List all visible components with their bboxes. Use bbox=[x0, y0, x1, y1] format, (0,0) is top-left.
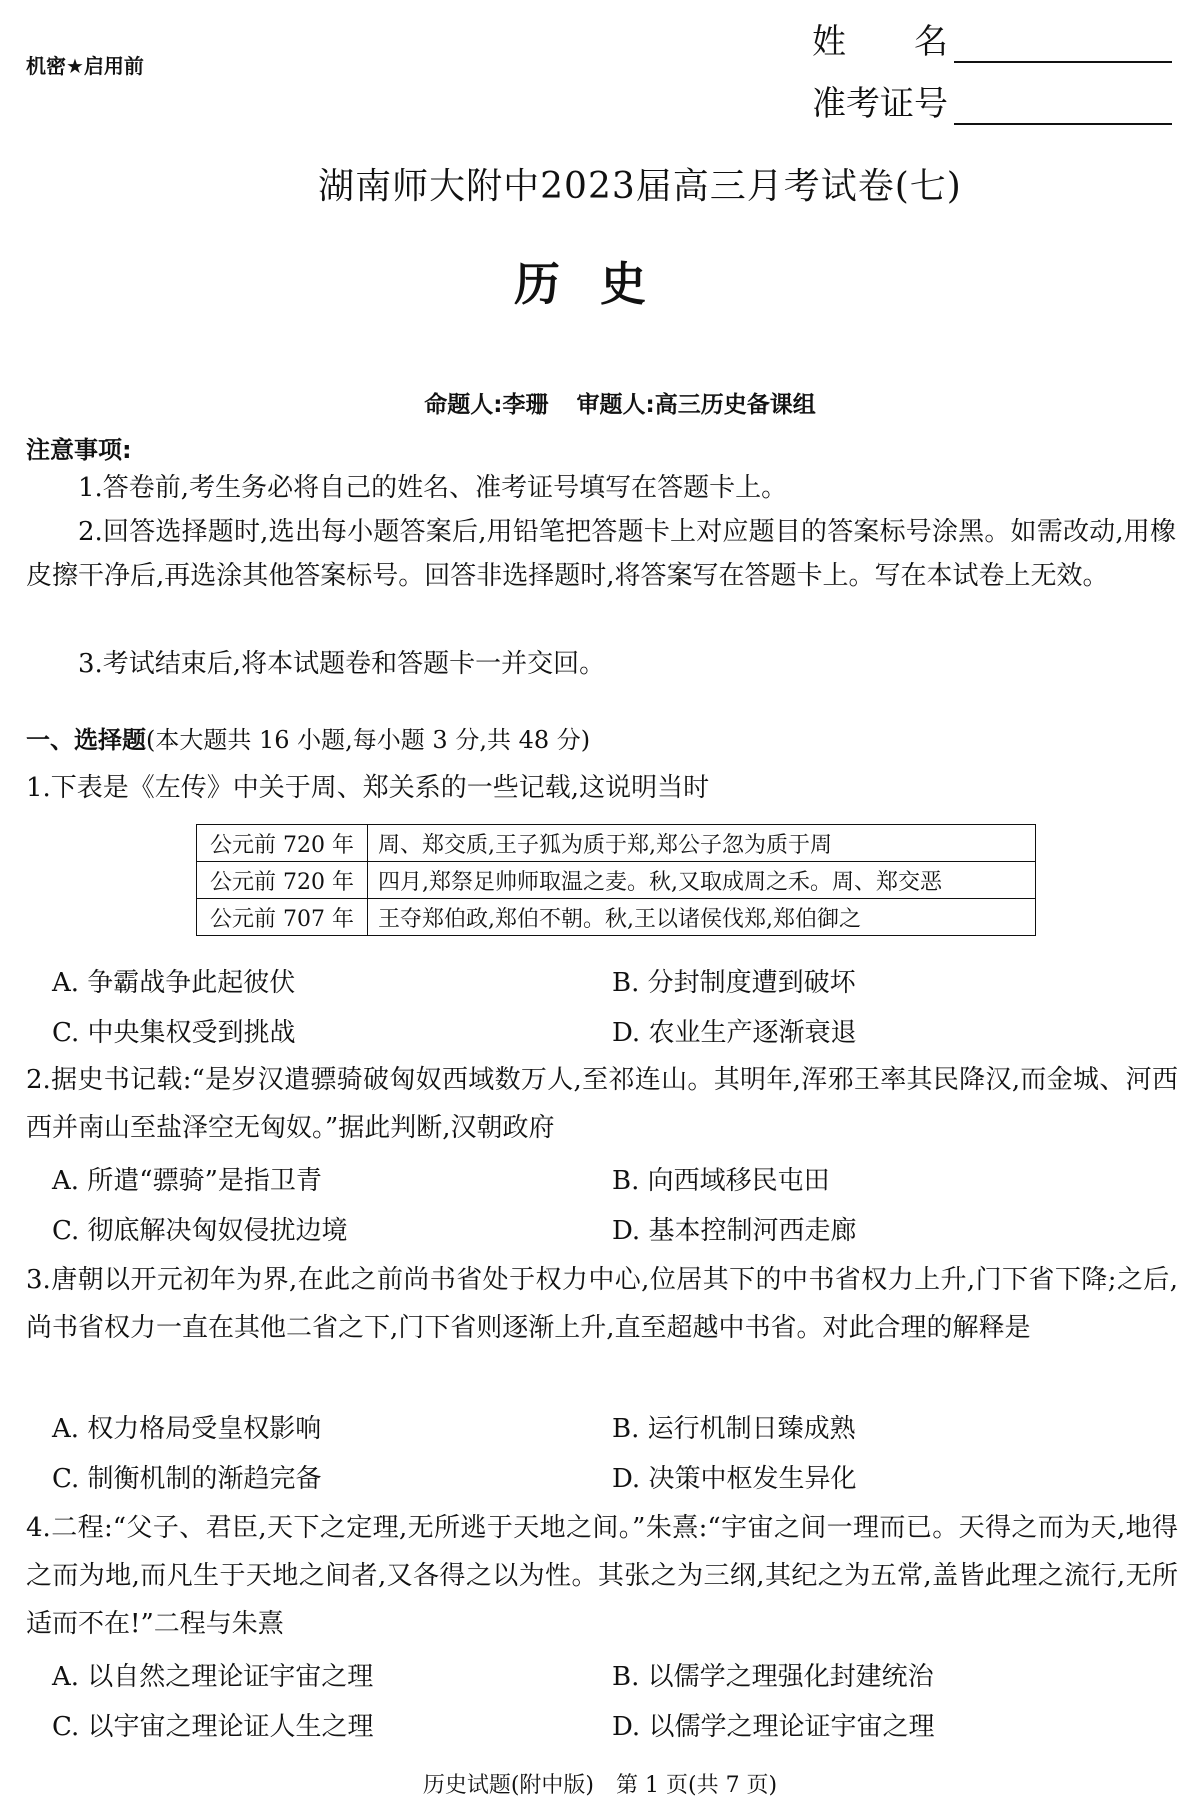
exam-title: 湖南师大附中2023届高三月考试卷(七) bbox=[318, 166, 962, 207]
q3-option-a[interactable]: A. 权力格局受皇权影响 bbox=[52, 1414, 322, 1444]
table-cell-year: 公元前 720 年 bbox=[197, 825, 368, 862]
notice-item-3: 3.考试结束后,将本试题卷和答题卡一并交回。 bbox=[78, 649, 606, 679]
exam-id-label: 准考证号 bbox=[812, 84, 948, 124]
table-cell-event: 四月,郑祭足帅师取温之麦。秋,又取成周之禾。周、郑交恶 bbox=[368, 862, 1036, 899]
q1-option-c[interactable]: C. 中央集权受到挑战 bbox=[52, 1018, 296, 1048]
q2-option-a[interactable]: A. 所遣“骠骑”是指卫青 bbox=[52, 1166, 322, 1196]
table-row bbox=[197, 862, 1036, 899]
authors-line bbox=[0, 386, 1200, 419]
q2-option-b[interactable]: B. 向西域移民屯田 bbox=[612, 1166, 830, 1196]
q4-option-d[interactable]: D. 以儒学之理论证宇宙之理 bbox=[612, 1712, 935, 1742]
question-1-stem: 1.下表是《左传》中关于周、郑关系的一些记载,这说明当时 bbox=[26, 773, 710, 803]
subject-title: 历史 bbox=[514, 257, 686, 311]
table-row bbox=[197, 899, 1036, 936]
q1-option-d[interactable]: D. 农业生产逐渐衰退 bbox=[612, 1018, 857, 1048]
reviewer: 审题人:高三历史备课组 bbox=[576, 392, 816, 418]
notice-title: 注意事项: bbox=[26, 436, 132, 464]
section-note: (本大题共 16 小题,每小题 3 分,共 48 分) bbox=[146, 726, 591, 754]
table-cell-year: 公元前 707 年 bbox=[197, 899, 368, 936]
page-footer: 历史试题(附中版) 第 1 页(共 7 页) bbox=[422, 1773, 778, 1798]
q2-option-d[interactable]: D. 基本控制河西走廊 bbox=[612, 1216, 857, 1246]
notice-item-1: 1.答卷前,考生务必将自己的姓名、准考证号填写在答题卡上。 bbox=[78, 473, 788, 503]
table-row bbox=[197, 825, 1036, 862]
name-label: 姓 名 bbox=[812, 22, 948, 62]
confidential-mark: 机密★启用前 bbox=[26, 54, 144, 78]
q3-option-c[interactable]: C. 制衡机制的渐趋完备 bbox=[52, 1464, 322, 1494]
notice-item-2: 2.回答选择题时,选出每小题答案后,用铅笔把答题卡上对应题目的答案标号涂黑。如需改动,用橡皮擦干净后,再选涂其他答案标号。回答非选择题时,将答案写在答题卡上。写在本试卷上无效。 bbox=[26, 517, 1176, 591]
table-cell-year: 公元前 720 年 bbox=[197, 862, 368, 899]
exam-id-blank[interactable] bbox=[954, 93, 1172, 125]
question-4-stem: 4.二程:“父子、君臣,天下之定理,无所逃于天地之间。”朱熹:“宇宙之间一理而已。天得之而为天,地得之而为地,而凡生于天地之间者,又各得之以为性。其张之为三纲,其纪之为五常,盖皆此理之流行,无所适而不在!”二程与朱熹 bbox=[26, 1513, 1178, 1639]
q1-option-b[interactable]: B. 分封制度遭到破坏 bbox=[612, 968, 856, 998]
q4-option-b[interactable]: B. 以儒学之理强化封建统治 bbox=[612, 1662, 934, 1692]
author: 命题人:李珊 bbox=[424, 392, 549, 418]
q3-option-b[interactable]: B. 运行机制日臻成熟 bbox=[612, 1414, 856, 1444]
section-heading: 一、选择题 bbox=[26, 726, 146, 754]
q4-option-c[interactable]: C. 以宇宙之理论证人生之理 bbox=[52, 1712, 374, 1742]
q3-option-d[interactable]: D. 决策中枢发生异化 bbox=[612, 1464, 857, 1494]
records-table bbox=[196, 824, 1036, 936]
name-blank[interactable] bbox=[954, 31, 1172, 63]
question-3-stem: 3.唐朝以开元初年为界,在此之前尚书省处于权力中心,位居其下的中书省权力上升,门下省下降;之后,尚书省权力一直在其他二省之下,门下省则逐渐上升,直至超越中书省。对此合理的解释是 bbox=[26, 1265, 1178, 1343]
name-field bbox=[812, 14, 1172, 63]
q4-option-a[interactable]: A. 以自然之理论证宇宙之理 bbox=[52, 1662, 374, 1692]
question-2-stem: 2.据史书记载:“是岁汉遣骠骑破匈奴西域数万人,至祁连山。其明年,浑邪王率其民降汉,而金城、河西西并南山至盐泽空无匈奴。”据此判断,汉朝政府 bbox=[26, 1065, 1178, 1143]
exam-id-field bbox=[812, 76, 1172, 125]
q1-option-a[interactable]: A. 争霸战争此起彼伏 bbox=[52, 968, 296, 998]
q2-option-c[interactable]: C. 彻底解决匈奴侵扰边境 bbox=[52, 1216, 348, 1246]
table-cell-event: 王夺郑伯政,郑伯不朝。秋,王以诸侯伐郑,郑伯御之 bbox=[368, 899, 1036, 936]
section-title bbox=[26, 720, 590, 755]
table-cell-event: 周、郑交质,王子狐为质于郑,郑公子忽为质于周 bbox=[368, 825, 1036, 862]
